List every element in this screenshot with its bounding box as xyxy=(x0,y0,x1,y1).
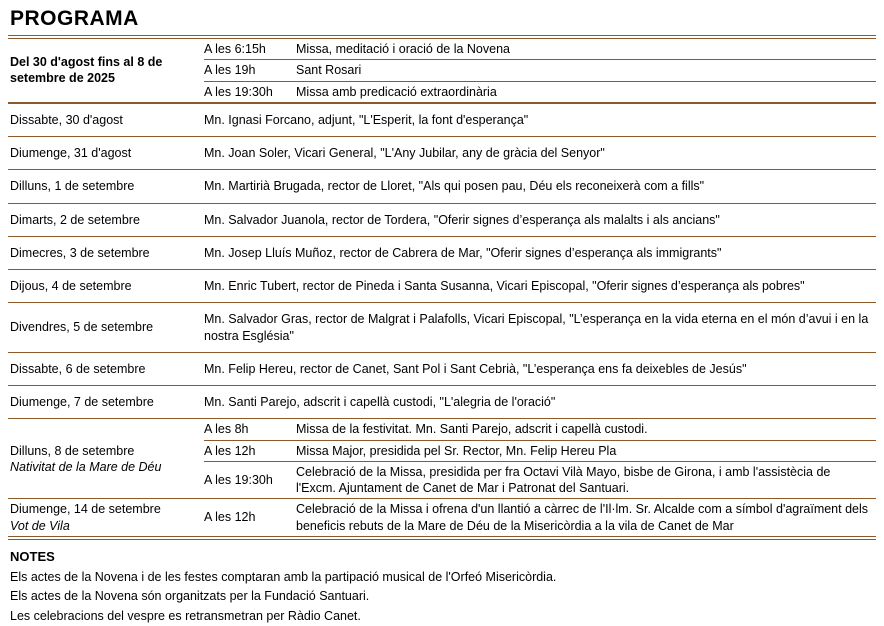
table-row xyxy=(8,419,876,440)
day-date: Dilluns, 8 de setembre xyxy=(10,443,135,458)
day-date: Diumenge, 14 de setembre xyxy=(10,502,161,517)
table-row xyxy=(8,386,876,419)
note-item: Les celebracions del vespre es retransmetran per Ràdio Canet. xyxy=(10,608,361,623)
day-desc: Mn. Enric Tubert, rector de Pineda i Santa Susanna, Vicari Episcopal, "Oferir signes d’esperança als pobres" xyxy=(204,270,876,303)
note-item: Els actes de la Novena i de les festes comptaran amb la partipació musical de l'Orfeó Misericòrdia. xyxy=(10,569,557,584)
event-time: A les 12h xyxy=(204,499,296,536)
table-row xyxy=(8,103,876,137)
day-date: Dissabte, 30 d'agost xyxy=(8,103,204,137)
event-time: A les 6:15h xyxy=(204,42,266,57)
event-time: A les 19h xyxy=(204,60,296,81)
page-title: PROGRAMA xyxy=(10,7,139,30)
festivity-subtitle: Nativitat de la Mare de Déu xyxy=(10,459,162,474)
day-date: Dijous, 4 de setembre xyxy=(8,270,204,303)
note-item: Els actes de la Novena són organitzats per la Fundació Santuari. xyxy=(10,589,370,604)
table-bottom-double-rule xyxy=(8,536,876,540)
program-table xyxy=(8,39,876,536)
day-desc: Mn. Salvador Juanola, rector de Tordera, "Oferir signes d’esperança als malalts i als ancians" xyxy=(204,203,876,236)
day-desc: Mn. Joan Soler, Vicari General, "L'Any Jubilar, any de gràcia del Senyor" xyxy=(204,137,876,170)
table-row xyxy=(8,137,876,170)
day-date: Dimarts, 2 de setembre xyxy=(8,203,204,236)
vot-de-vila-date-cell xyxy=(8,499,204,536)
notes-heading: NOTES xyxy=(10,548,55,564)
vot-de-vila-subtitle: Vot de Vila xyxy=(10,518,70,533)
table-row xyxy=(8,499,876,536)
day-date: Dissabte, 6 de setembre xyxy=(8,352,204,385)
festivity-date-cell xyxy=(8,419,204,499)
table-row xyxy=(8,352,876,385)
event-desc: Celebració de la Missa i ofrena d'un llantió a càrrec de l'Il·lm. Sr. Alcalde com a símbol d'agraïment dels beneficis rebuts de la Mare de Déu de la Misericòrdia a la vila de Canet de Mar xyxy=(296,499,876,536)
novena-period: Del 30 d'agost fins al 8 de setembre de 2025 xyxy=(10,55,163,86)
event-desc: Missa de la festivitat. Mn. Santi Parejo, adscrit i capellà custodi. xyxy=(296,419,876,440)
table-row xyxy=(8,39,876,60)
day-date: Diumenge, 7 de setembre xyxy=(8,386,204,419)
event-desc: Missa, meditació i oració de la Novena xyxy=(296,42,510,57)
day-date: Divendres, 5 de setembre xyxy=(8,303,204,353)
table-row xyxy=(8,170,876,203)
day-desc: Mn. Felip Hereu, rector de Canet, Sant Pol i Sant Cebrià, "L’esperança ens fa deixebles de Jesús" xyxy=(204,352,876,385)
event-time: A les 8h xyxy=(204,419,296,440)
day-desc: Mn. Salvador Gras, rector de Malgrat i Palafolls, Vicari Episcopal, "L’esperança en la vida eterna en el món d’avui i en la nostra Església" xyxy=(204,303,876,353)
day-desc: Mn. Martirià Brugada, rector de Lloret, "Als qui posen pau, Déu els reconeixerà com a fills" xyxy=(204,170,876,203)
day-desc: Mn. Santi Parejo, adscrit i capellà custodi, "L'alegria de l'oració" xyxy=(204,386,876,419)
event-desc: Missa amb predicació extraordinària xyxy=(296,81,876,103)
event-time: A les 19:30h xyxy=(204,461,296,499)
table-row xyxy=(8,236,876,269)
table-row xyxy=(8,303,876,353)
table-row xyxy=(8,203,876,236)
day-desc: Mn. Ignasi Forcano, adjunt, "L'Esperit, la font d'esperança" xyxy=(204,103,876,137)
event-desc: Sant Rosari xyxy=(296,60,876,81)
day-desc: Mn. Josep Lluís Muñoz, rector de Cabrera de Mar, "Oferir signes d’esperança als immigrants" xyxy=(204,236,876,269)
event-desc: Missa Major, presidida pel Sr. Rector, Mn. Felip Hereu Pla xyxy=(296,440,876,461)
day-date: Diumenge, 31 d'agost xyxy=(8,137,204,170)
event-time: A les 19:30h xyxy=(204,81,296,103)
table-row xyxy=(8,270,876,303)
notes-section xyxy=(8,549,876,626)
event-desc: Celebració de la Missa, presidida per fra Octavi Vilà Mayo, bisbe de Girona, i amb l'assistècia de l'Excm. Ajuntament de Canet de Mar i Patronat del Santuari. xyxy=(296,461,876,499)
day-date: Dilluns, 1 de setembre xyxy=(8,170,204,203)
day-date: Dimecres, 3 de setembre xyxy=(8,236,204,269)
event-time: A les 12h xyxy=(204,440,296,461)
